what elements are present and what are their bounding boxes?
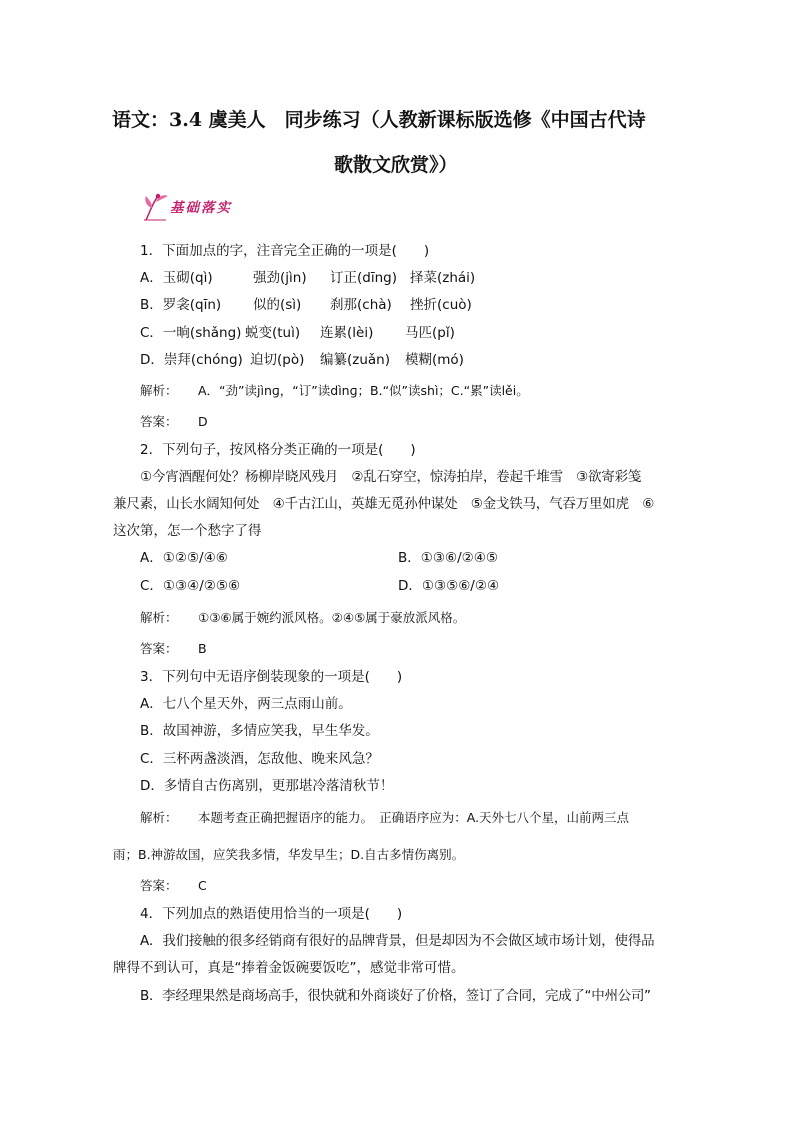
q3-analysis-line1: 解析： 本题考查正确把握语序的能力。 正确语序应为：A.天外七八个星，山前两三点 xyxy=(140,810,630,825)
section-banner-label: 基础落实 xyxy=(170,200,232,216)
q2-text-line1: ①今宵酒醒何处？杨柳岸晓风残月 ②乱石穿空，惊涛拍岸，卷起千堆雪 ③欲寄彩笺 xyxy=(140,469,642,485)
q2-text-line2: 兼尺素，山长水阔知何处 ④千古江山，英雄无觅孙仲谋处 ⑤金戈铁马，气吞万里如虎 ⑥ xyxy=(113,496,655,512)
q2-option-a: A．①②⑤/④⑥ xyxy=(140,550,228,566)
q2-answer: 答案： B xyxy=(140,641,207,656)
q1-analysis: 解析： A．“劲”读jìnɡ，“订”读dìnɡ；B.“似”读shì；C.“累”读lěi。 xyxy=(140,383,529,398)
q3-stem: 3．下列句中无语序倒装现象的一项是( ) xyxy=(140,669,403,685)
orchid-flower-icon xyxy=(140,190,174,224)
q3-analysis-line2: 雨；B.神游故国，应笑我多情，华发早生；D.自古多情伤离别。 xyxy=(113,847,465,862)
q2-stem: 2．下列句子，按风格分类正确的一项是( ) xyxy=(140,442,416,458)
q4-option-a-line1: A．我们接触的很多经销商有很好的品牌背景，但是却因为不会做区域市场计划，使得品 xyxy=(140,933,655,949)
q4-option-a-line2: 牌得不到认可，真是“捧着金饭碗要饭吃”，感觉非常可惜。 xyxy=(113,960,465,976)
q2-analysis: 解析： ①③⑥属于婉约派风格。②④⑤属于豪放派风格。 xyxy=(140,610,466,625)
q4-option-b-line1: B．李经理果然是商场高手，很快就和外商谈好了价格，签订了合同，完成了“中州公司” xyxy=(140,988,651,1004)
document-title-line1: 语文：3.4 虞美人 同步练习（人教新课标版选修《中国古代诗 xyxy=(112,109,646,131)
q4-stem: 4．下列加点的熟语使用恰当的一项是( ) xyxy=(140,906,403,922)
q3-option-a: A．七八个星天外，两三点雨山前。 xyxy=(140,696,352,712)
section-banner xyxy=(140,190,250,224)
q2-option-b: B．①③⑥/②④⑤ xyxy=(398,550,498,566)
q3-answer: 答案： C xyxy=(140,878,207,893)
q2-option-c: C．①③④/②⑤⑥ xyxy=(140,578,241,594)
q1-stem: 1．下面加点的字，注音完全正确的一项是( ) xyxy=(140,243,430,259)
document-page: 语文：3.4 虞美人 同步练习（人教新课标版选修《中国古代诗 歌散文欣赏》） 基础落实 1．下面加点的字，注音完全正确的一项是( ) A．玉砌(qì) 强劲(jìn) 订正(dīng) 择菜(zhái) B．罗衾(qīn) 似的(sì) 刹那(chà) 挫折(cuò) C．一晌(shǎng) 蜕变(tuì) 连累(lèi) 马匹(pǐ) D．崇拜(chóng) 迫切(pò) 编纂(zuǎn) 模糊(mó) 解析： A．“劲”读jìnɡ，“订”读dìnɡ；B.“似”读shì；C.“累”读lěi。 答案： D 2．下列句子，按风格分类正确的一项是( ) ①今宵酒醒何处？杨柳岸晓风残月 ②乱石穿空，惊涛拍岸，卷起千堆雪 ③欲寄彩笺 兼尺素，山长水阔知何处 ④千古江山，英雄无觅孙仲谋处 ⑤金戈铁马，气吞万里如虎 ⑥ 这次第，怎一个愁字了得 A．①②⑤/④⑥ B．①③⑥/②④⑤ C．①③④/②⑤⑥ D．①③⑤⑥/②④ 解析： ①③⑥属于婉约派风格。②④⑤属于豪放派风格。 答案： B 3．下列句中无语序倒装现象的一项是( ) A．七八个星天外，两三点雨山前。 B．故国神游，多情应笑我，早生华发。 C．三杯两盏淡酒，怎敌他、晚来风急？ D．多情自古伤离别，更那堪冷落清秋节！ 解析： 本题考查正确把握语序的能力。 正确语序应为：A.天外七八个星，山前两三点 雨；B.神游故国，应笑我多情，华发早生；D.自古多情伤离别。 答案： C 4．下列加点的熟语使用恰当的一项是( ) A．我们接触的很多经销商有很好的品牌背景，但是却因为不会做区域市场计划，使得品 牌得不到认可，真是“捧着金饭碗要饭吃”，感觉非常可惜。 B．李经理果然是商场高手，很快就和外商谈好了价格，签订了合同，完成了“中州公司” xyxy=(0,0,794,1123)
q3-option-d: D．多情自古伤离别，更那堪冷落清秋节！ xyxy=(140,778,394,794)
q2-text-line3: 这次第，怎一个愁字了得 xyxy=(113,523,262,539)
q1-answer: 答案： D xyxy=(140,414,208,429)
q3-option-b: B．故国神游，多情应笑我，早生华发。 xyxy=(140,723,379,739)
q2-option-d: D．①③⑤⑥/②④ xyxy=(398,578,500,594)
document-title-line2: 歌散文欣赏》） xyxy=(334,154,458,176)
q3-option-c: C．三杯两盏淡酒，怎敌他、晚来风急？ xyxy=(140,751,379,767)
